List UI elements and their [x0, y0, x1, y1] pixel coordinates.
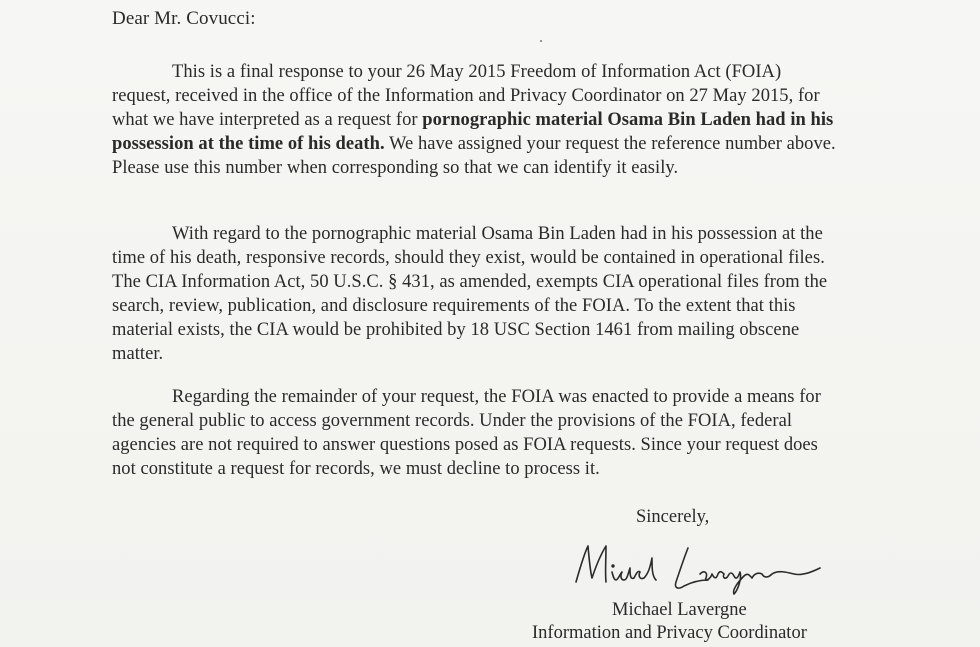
- closing: Sincerely,: [636, 507, 710, 527]
- signer-name: Michael Lavergne: [612, 600, 747, 620]
- paragraph-final-response-end: We have assigned your request the reference number above. Please use this number when corresponding so that we can identify it easily.: [112, 134, 836, 178]
- paragraph-operational-files: With regard to the pornographic material Osama Bin Laden had in his possession at the time of his death, responsive records, should they exist, would be contained in operational files. The CIA Information Act, 50 U.S.C. § 431, as amended, exempts CIA operational files from the search, review, publication, and disclosure requirements of the FOIA. To the extent that this material exists, the CIA would be prohibited by 18 USC Section 1461 from mailing obscene matter.: [112, 224, 828, 364]
- handwritten-signature: [568, 538, 828, 596]
- request-subject-bold: pornographic material Osama Bin Laden had in his possession at the time of his death.: [112, 110, 834, 154]
- paragraph-remainder: Regarding the remainder of your request, the FOIA was enacted to provide a means for the general public to access government records. Under the provisions of the FOIA, federal agencies are not required to answer questions posed as FOIA requests. Since your request does not constitute a request for records, we must decline to process it.: [112, 387, 821, 479]
- paragraph-final-response-intro: This is a final response to your 26 May 2015 Freedom of Information Act (FOIA) request, received in the office of the Information and Privacy Coordinator on 27 May 2015, for what we have interpreted as a request for: [112, 62, 820, 130]
- paragraph-final-response: [112, 60, 842, 180]
- salutation: Dear Mr. Covucci:: [112, 8, 256, 29]
- signer-title: Information and Privacy Coordinator: [532, 623, 807, 643]
- paper-speck: [540, 40, 542, 42]
